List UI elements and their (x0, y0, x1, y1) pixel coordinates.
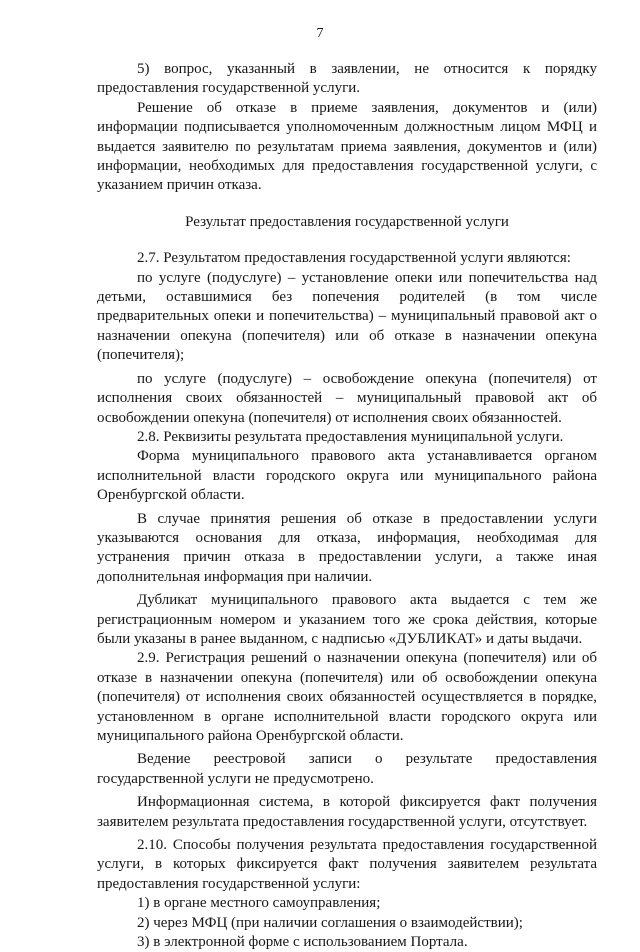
paragraph-registry-record: Ведение реестровой записи о результате предоставления государственной услуги не предусмотрено. (97, 751, 597, 787)
paragraph-form-of-act: Форма муниципального правового акта устанавливается органом исполнительной власти городского округа или муниципального района Оренбургской области. (97, 448, 597, 504)
paragraph-rejection-reason-5: 5) вопрос, указанный в заявлении, не относится к порядку предоставления государственной услуги. (97, 61, 597, 97)
paragraph-result-release: по услуге (подуслуге) – освобождение опекуна (попечителя) от исполнения своих обязанностей – муниципальный правовой акт об освобождении опекуна (попечителя) от исполнения своих обязанностей. (97, 370, 597, 426)
list-item-local-government: 1) в органе местного самоуправления; (137, 895, 381, 912)
paragraph-refusal-grounds: В случае принятия решения об отказе в предоставлении услуги указываются основания для отказа, информация, необходимая для устранения причин отказа в предоставлении услуги, а также иная дополнительная информация при наличии. (97, 510, 597, 585)
list-item-mfc: 2) через МФЦ (при наличии соглашения о взаимодействии); (137, 914, 523, 931)
paragraph-rejection-decision: Решение об отказе в приеме заявления, документов и (или) информации подписывается уполномоченным должностным лицом МФЦ и выдается заявителю по результатам приема заявления, документов и (или) информации, необходимых для предоставления государственной услуги, с указанием причин отказа. (97, 99, 597, 194)
paragraph-2-7: 2.7. Результатом предоставления государственной услуги являются: (137, 250, 571, 267)
paragraph-2-10: 2.10. Способы получения результата предоставления государственной услуги, в которых фиксируется факт получения заявителем результата предоставления государственной услуги: (97, 837, 597, 892)
paragraph-information-system: Информационная система, в которой фиксируется факт получения заявителем результата предоставления государственной услуги, отсутствует. (97, 794, 597, 830)
paragraph-duplicate: Дубликат муниципального правового акта выдается с тем же регистрационным номером и указанием того же срока действия, которые были указаны в ранее выданном, с надписью «ДУБЛИКАТ» и даты выдачи. (97, 592, 597, 647)
list-item-portal: 3) в электронной форме с использованием Портала. (137, 934, 468, 951)
paragraph-2-8: 2.8. Реквизиты результата предоставления муниципальной услуги. (137, 428, 564, 445)
paragraph-result-guardianship: по услуге (подуслуге) – установление опеки или попечительства над детьми, оставшимися без попечения родителей (в том числе предварительных опеки и попечительства) – муниципальный правовой акт о назначении опекуна (попечителя) или об отказе в назначении опекуна (попечителя); (97, 269, 597, 364)
page-number: 7 (316, 26, 324, 41)
section-heading-result: Результат предоставления государственной услуги (185, 213, 509, 230)
document-body (97, 60, 597, 952)
paragraph-2-9: 2.9. Регистрация решений о назначении опекуна (попечителя) или об отказе в назначении опекуна (попечителя) или об освобождении опекуна (попечителя) от исполнения своих обязанностей осуществляется в порядке, установленном в органе исполнительной власти городского округа или муниципального района Оренбургской области. (97, 650, 597, 744)
